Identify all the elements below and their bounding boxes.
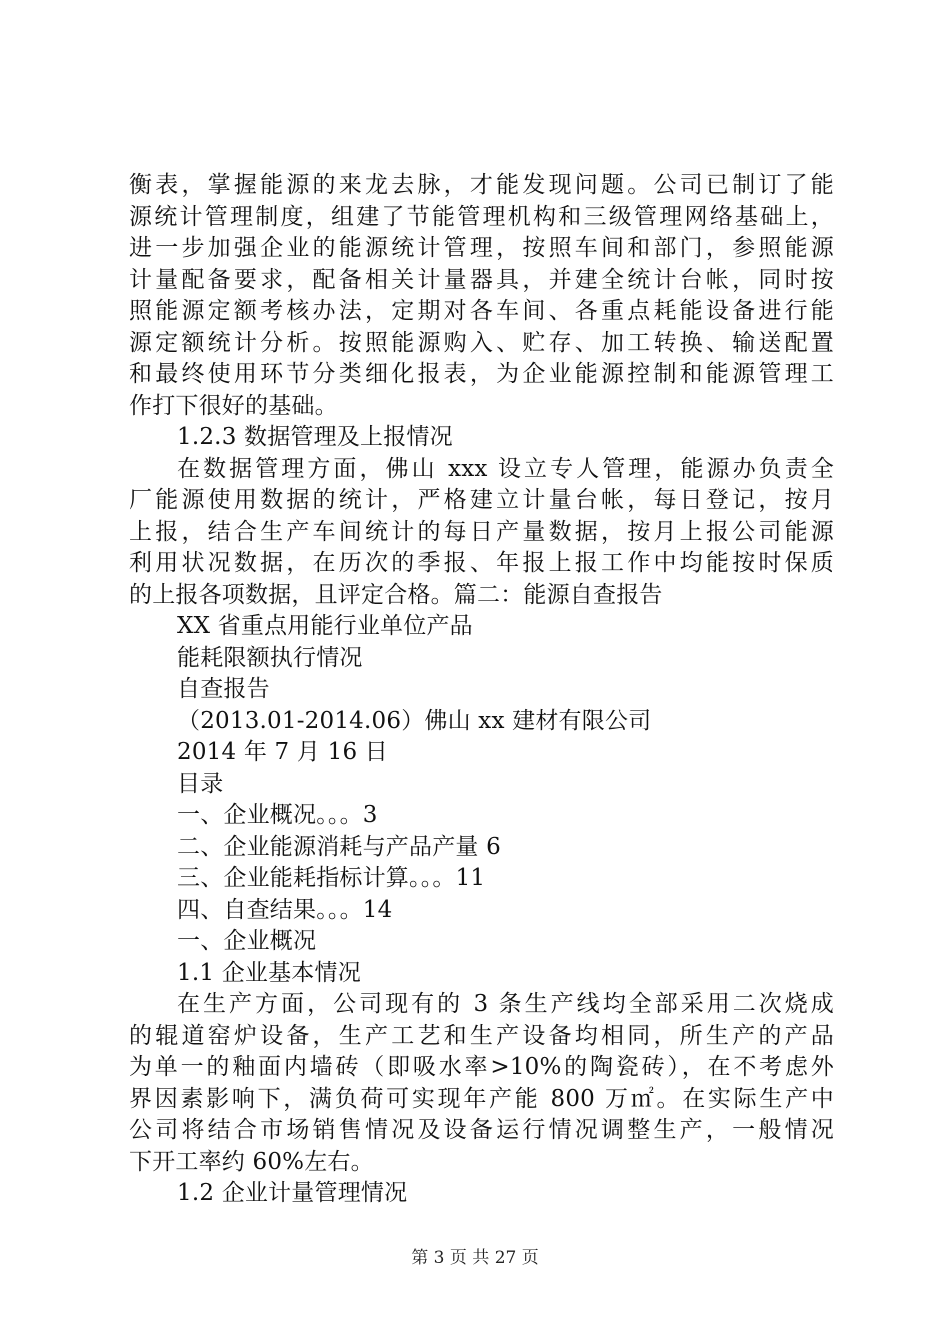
text-line: XX 省重点用能行业单位产品 <box>177 613 473 639</box>
text-line: 衡表，掌握能源的来龙去脉，才能发现问题。公司已制订了能 <box>129 172 834 198</box>
text-line: 作打下很好的基础。 <box>129 392 338 419</box>
text-line: 三、企业能耗指标计算。。。11 <box>177 865 486 891</box>
text-line: 源定额统计分析。按照能源购入、贮存、加工转换、输送配置 <box>129 329 834 356</box>
text-line: 界因素影响下，满负荷可实现年产能 800 万㎡。在实际生产中 <box>129 1085 834 1112</box>
text-line: 厂能源使用数据的统计，严格建立计量台帐，每日登记，按月 <box>129 487 834 513</box>
text-line: 在生产方面，公司现有的 3 条生产线均全部采用二次烧成 <box>177 991 834 1017</box>
text-line: 1.2.3 数据管理及上报情况 <box>177 424 453 450</box>
text-line: 下开工率约 60%左右。 <box>129 1148 374 1175</box>
text-line: 2014 年 7 月 16 日 <box>177 739 388 765</box>
text-line: 进一步加强企业的能源统计管理，按照车间和部门，参照能源 <box>129 235 834 261</box>
body-text <box>129 170 834 1210</box>
text-line: 公司将结合市场销售情况及设备运行情况调整生产，一般情况 <box>129 1117 834 1143</box>
text-line: 目录 <box>177 770 224 797</box>
text-line: 在数据管理方面，佛山 xxx 设立专人管理，能源办负责全 <box>177 455 834 482</box>
text-line: 的辊道窑炉设备，生产工艺和生产设备均相同，所生产的产品 <box>129 1022 834 1049</box>
text-line: 1.1 企业基本情况 <box>177 959 361 986</box>
text-line: 自查报告 <box>177 676 270 702</box>
text-line: 1.2 企业计量管理情况 <box>177 1180 408 1206</box>
text-line: 为单一的釉面内墙砖（即吸水率>10%的陶瓷砖），在不考虑外 <box>129 1054 834 1080</box>
text-line: 能耗限额执行情况 <box>177 644 363 671</box>
text-line: 照能源定额考核办法，定期对各车间、各重点耗能设备进行能 <box>129 298 834 324</box>
text-line: 上报，结合生产车间统计的每日产量数据，按月上报公司能源 <box>129 518 834 545</box>
text-line: 利用状况数据，在历次的季报、年报上报工作中均能按时保质 <box>129 550 834 576</box>
text-line: （2013.01-2014.06）佛山 xx 建材有限公司 <box>177 707 652 734</box>
text-line: 的上报各项数据，且评定合格。篇二：能源自查报告 <box>129 581 663 608</box>
text-line: 四、自查结果。。。14 <box>177 896 393 923</box>
text-line: 一、企业概况。。。3 <box>177 802 378 828</box>
text-line: 源统计管理制度，组建了节能管理机构和三级管理网络基础上， <box>129 203 834 230</box>
page-footer: 第 3 页 共 27 页 <box>411 1248 539 1268</box>
text-line: 二、企业能源消耗与产品产量 6 <box>177 833 501 860</box>
text-line: 计量配备要求，配备相关计量器具，并建全统计台帐，同时按 <box>129 266 834 293</box>
text-line: 和最终使用环节分类细化报表，为企业能源控制和能源管理工 <box>129 361 834 387</box>
text-line: 一、企业概况 <box>177 928 317 954</box>
